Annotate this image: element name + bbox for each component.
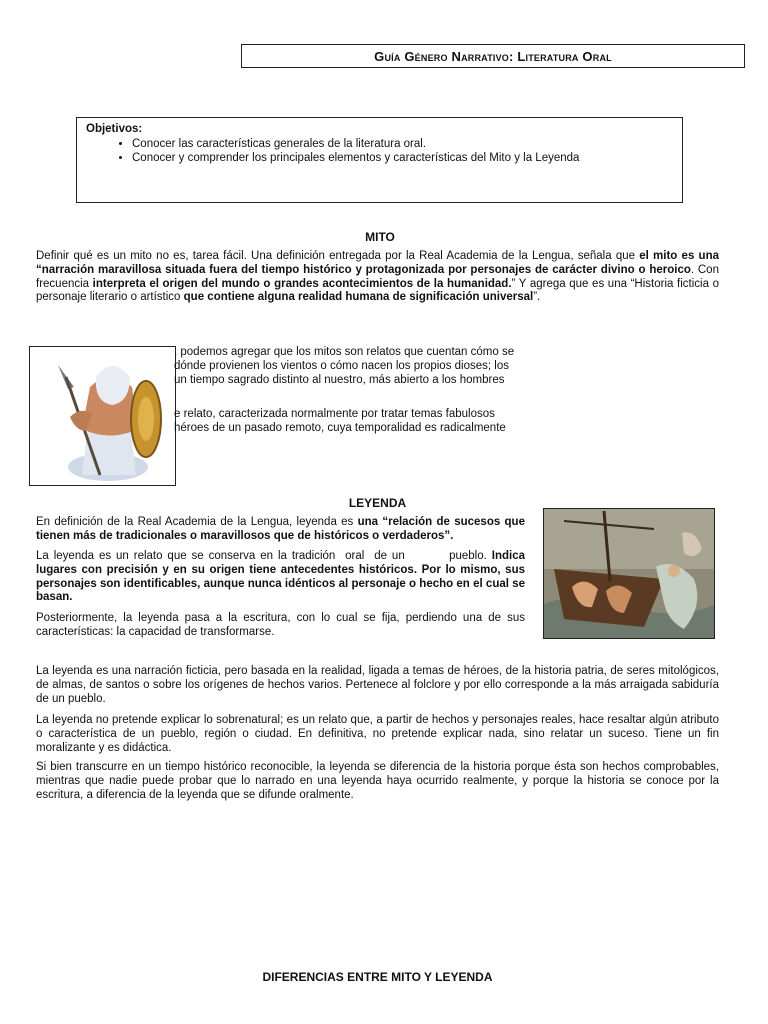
mito-p2-line: dónde provienen los vientos o cómo nacen los propios dioses; los: [174, 359, 509, 372]
leyenda-p1-bold: una “relación de sucesos que tienen más de tradicionales o maravillosos que de históricos o verdaderos”.: [36, 516, 525, 542]
leyenda-p2-text: La leyenda es un relato que se conserva en la tradición oral de un pueblo.: [36, 550, 492, 562]
leyenda-p1-text: En definición de la Real Academia de la Lengua, leyenda es: [36, 516, 358, 528]
leyenda-paragraph-1: [36, 516, 525, 544]
mito-p2-line: , podemos agregar que los mitos son relatos que cuentan cómo se: [174, 346, 515, 358]
zeus-figure-icon: [30, 347, 175, 485]
mito-paragraph-3: [174, 408, 551, 436]
mito-p1-bold: interpreta el origen del mundo o grandes acontecimientos de la humanidad.: [92, 277, 512, 290]
mito-p1-text: Definir qué es un mito no es, tarea fácil. Una definición entregada por la Real Academia de la Lengua, señala que: [36, 250, 640, 262]
leyenda-paragraph-3: Posteriormente, la leyenda pasa a la escritura, con lo cual se fija, perdiendo una de sus características: la capacidad de transformarse.: [36, 612, 525, 638]
mito-p3-line: e relato, caracterizada normalmente por tratar temas fabulosos: [174, 408, 495, 420]
document-title: Guía Género Narrativo: Literatura Oral: [241, 44, 745, 68]
ship-scene-icon: [544, 509, 714, 638]
mito-p1-text: ” Y agrega que es una “Historia ficticia o personaje literario o artístico: [36, 277, 719, 304]
sirens-painting: [543, 508, 715, 639]
mito-p2-line: un tiempo sagrado distinto al nuestro, más abierto a los hombres: [174, 373, 505, 386]
objective-item: • Conocer las características generales de la literatura oral.: [132, 137, 673, 152]
mito-paragraph-2: [174, 346, 551, 387]
zeus-illustration: [29, 346, 176, 486]
mito-p3-line: héroes de un pasado remoto, cuya temporalidad es radicalmente: [174, 421, 506, 434]
mito-p1-text: ”.: [533, 291, 541, 304]
leyenda-paragraph-2: [36, 550, 525, 605]
mito-p1-bold: el mito es una “narración maravillosa situada fuera del tiempo histórico y protagonizada por personajes de carácter divino o heroico: [36, 250, 720, 276]
objective-item: • Conocer y comprender los principales elementos y características del Mito y la Leyenda: [132, 151, 673, 166]
leyenda-paragraph-4: La leyenda es una narración ficticia, pero basada en la realidad, ligada a temas de héroes, de la historia patria, de seres mitológicos, de almas, de santos o sobre los orígenes de hechos varios. Pertenece al folclore y por ello corresponde a la más arraigada sabiduría de un pueblo.: [36, 665, 719, 705]
differences-heading: DIFERENCIAS ENTRE MITO Y LEYENDA: [262, 970, 493, 984]
mito-p1-text: . Con frecuencia: [36, 263, 719, 290]
mito-heading: MITO: [365, 230, 395, 244]
objectives-label: Objetivos:: [86, 123, 143, 135]
leyenda-paragraph-5: La leyenda no pretende explicar lo sobrenatural; es un relato que, a partir de hechos y personajes reales, hace resaltar algún atributo o característica de un pueblo, región o ciudad. En definitiva, no pretende explicar nada, sino relatar un suceso. Tiene un fin moralizante y es didáctica.: [36, 714, 719, 754]
objectives-list: [86, 137, 673, 166]
objectives-box: [76, 117, 683, 203]
mito-p1-bold: que contiene alguna realidad humana de significación universal: [183, 291, 534, 304]
mito-paragraph-1: [36, 250, 719, 305]
leyenda-heading: LEYENDA: [348, 496, 407, 510]
leyenda-paragraph-6: Si bien transcurre en un tiempo histórico reconocible, la leyenda se diferencia de la historia porque ésta son hechos comprobables, mientras que nadie puede probar que lo narrado en una leyenda haya ocurrido realmente, y porque la historia se conoce por la escritura, a diferencia de la leyenda que se difunde oralmente.: [36, 761, 719, 801]
leyenda-p2-bold: Indica lugares con precisión y en su origen tiene antecedentes históricos. Por lo mismo, sus personajes son identificables, aunque nunca idénticos al personaje o hecho en el cual se basan.: [36, 550, 525, 604]
